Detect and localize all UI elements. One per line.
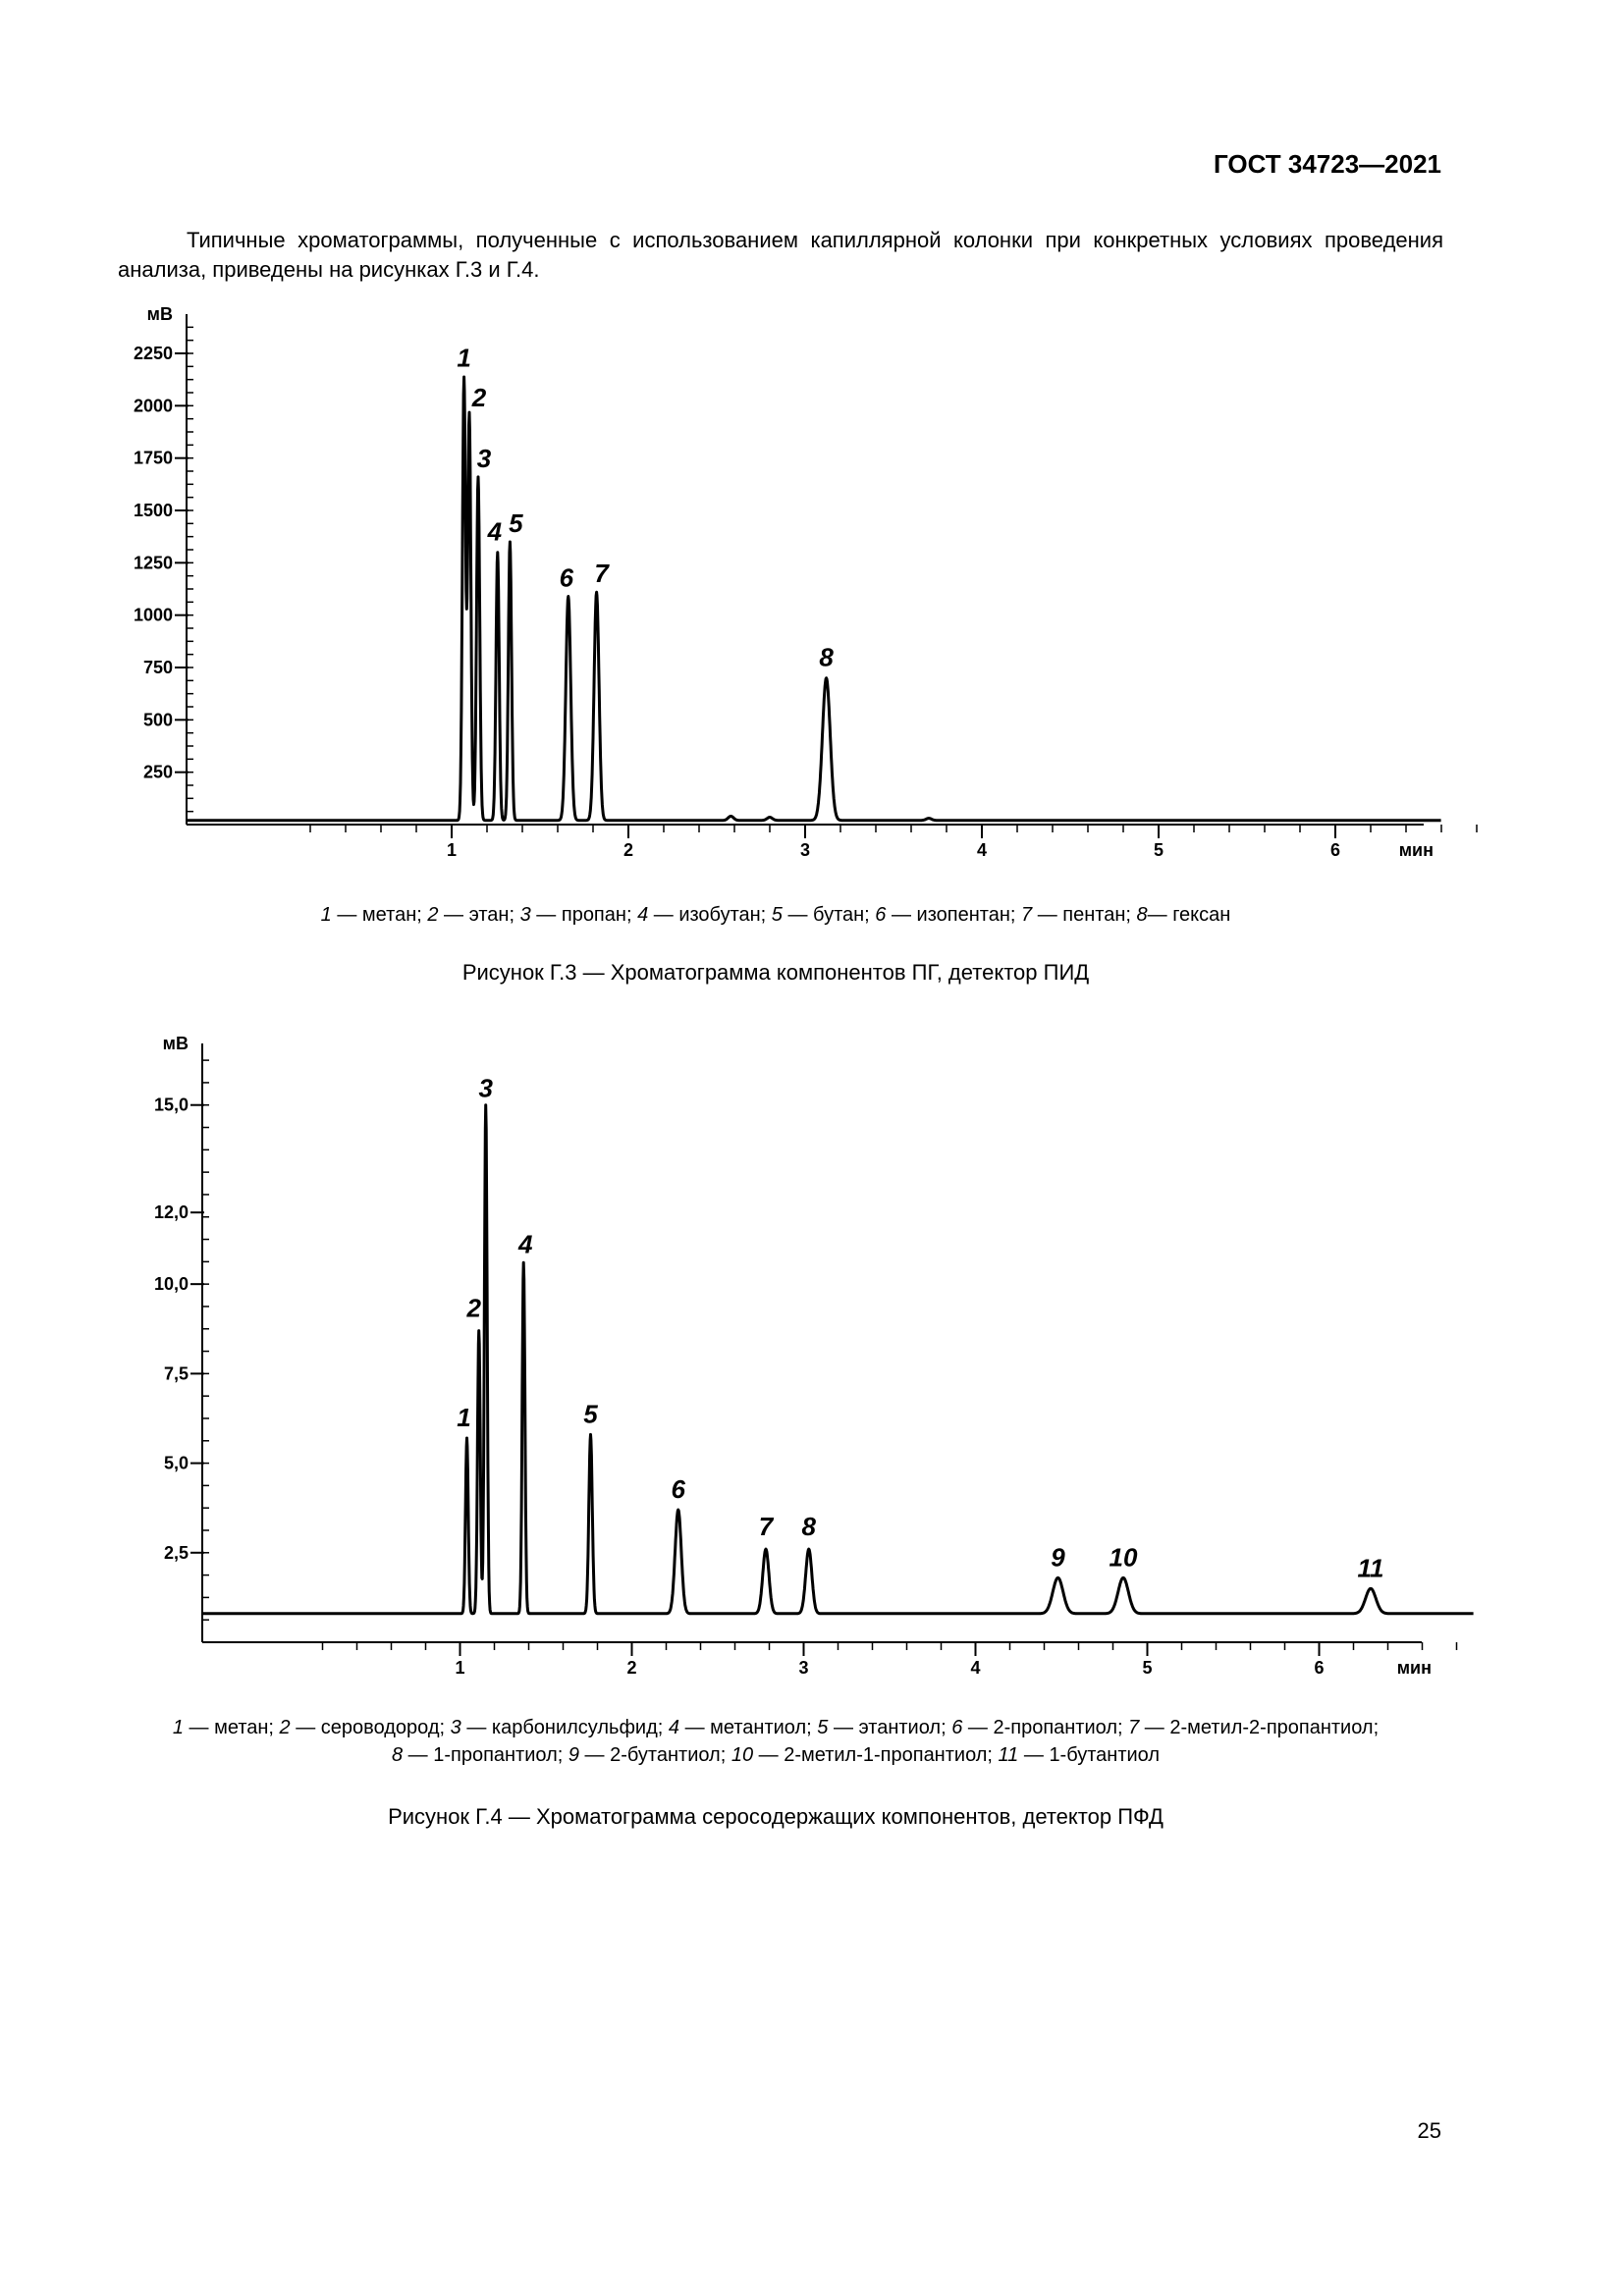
x-tick-label: 5 [1153, 840, 1164, 860]
legend-name: гексан [1172, 904, 1231, 926]
x-tick-label: 3 [799, 840, 811, 860]
peak-label: 5 [583, 1399, 598, 1429]
legend-name: бутан [813, 904, 865, 926]
peak-label: 4 [518, 1229, 533, 1259]
legend-number: 1 [172, 1717, 184, 1738]
legend-number: 2 [279, 1717, 291, 1738]
x-tick-label: 1 [455, 1658, 465, 1678]
legend-separator: — [1147, 904, 1173, 926]
chromatogram-trace [187, 377, 1441, 821]
legend-item [392, 1744, 558, 1766]
legend-item [520, 904, 626, 926]
legend-number: 2 [427, 904, 439, 926]
legend-item [637, 904, 761, 926]
peak-label: 8 [819, 642, 834, 672]
legend-separator: — [460, 1717, 492, 1738]
legend-name: сероводород [320, 1717, 440, 1738]
legend-item [427, 904, 509, 926]
peak-label: 1 [457, 1403, 471, 1433]
peak-label: 2 [471, 382, 487, 412]
peak-label: 9 [1051, 1542, 1065, 1573]
legend-separator: — [579, 1744, 611, 1766]
legend-name: этантиол [858, 1717, 942, 1738]
legend-separator: — [438, 904, 469, 926]
peak-label: 1 [457, 343, 471, 373]
chromatogram-trace [202, 1105, 1474, 1614]
legend-number: 3 [450, 1717, 461, 1738]
peak-label: 11 [1357, 1553, 1384, 1583]
y-tick-label: 5,0 [163, 1453, 189, 1473]
peak-label: 10 [1109, 1542, 1138, 1573]
peak-label: 8 [801, 1512, 816, 1542]
x-axis-label: мин [1396, 1658, 1432, 1678]
legend-name: карбонилсульфид [491, 1717, 658, 1738]
legend-name: пропан [561, 904, 626, 926]
legend-separator: — [648, 904, 679, 926]
peak-label: 7 [758, 1512, 774, 1542]
peak-label: 7 [594, 559, 609, 589]
legend-number: 1 [320, 904, 332, 926]
legend-item [280, 1717, 440, 1738]
x-tick-label: 1 [446, 840, 458, 860]
legend-separator: — [962, 1717, 994, 1738]
legend-number: 8 [391, 1744, 404, 1766]
legend-item [731, 1744, 988, 1766]
peak-label: 3 [476, 443, 492, 473]
legend-number: 6 [875, 904, 887, 926]
fig3-legend: 1 — метан; 2 — этан; 3 — пропан; 4 — изобутан; 5 — бутан; 6 — изопентан; 7 — пентан; 8— гексан [320, 904, 1231, 926]
legend-name: 2-метил-1-пропантиол [784, 1744, 988, 1766]
legend-number: 4 [637, 904, 649, 926]
legend-item [999, 1744, 1160, 1766]
legend-number: 10 [731, 1744, 754, 1766]
x-axis-label: мин [1398, 840, 1434, 860]
legend-item [875, 904, 1010, 926]
y-axis-label: мВ [146, 304, 173, 324]
legend-number: 8 [1136, 904, 1148, 926]
legend-item [951, 1717, 1117, 1738]
legend-number: 4 [668, 1717, 680, 1738]
y-tick-label: 750 [142, 658, 173, 677]
legend-separator: — [753, 1744, 785, 1766]
legend-name: метан [361, 904, 417, 926]
legend-separator: — [1139, 1717, 1170, 1738]
legend-item [451, 1717, 658, 1738]
peak-label: 6 [559, 562, 574, 593]
x-tick-label: 6 [1329, 840, 1341, 860]
legend-number: 6 [951, 1717, 963, 1738]
page-number: 25 [1417, 2118, 1441, 2143]
y-tick-label: 1500 [133, 501, 173, 520]
legend-name: этан [468, 904, 510, 926]
y-tick-label: 2,5 [163, 1542, 189, 1563]
y-tick-label: 250 [142, 762, 173, 782]
legend-name: 1-бутантиол [1049, 1744, 1161, 1766]
x-tick-label: 2 [626, 1658, 637, 1678]
y-tick-label: 10,0 [153, 1274, 189, 1295]
legend-separator: — [679, 1717, 711, 1738]
legend-name: метантиол [710, 1717, 807, 1738]
legend-item [772, 904, 864, 926]
legend-name: изопентан [916, 904, 1010, 926]
legend-item [1021, 904, 1125, 926]
legend-separator: — [1032, 904, 1063, 926]
y-tick-label: 1250 [133, 553, 173, 573]
legend-item [1137, 904, 1231, 926]
document-standard-number: ГОСТ 34723—2021 [1214, 149, 1441, 179]
legend-item [173, 1717, 269, 1738]
chromatogram-pfd-chart [0, 1021, 1624, 1708]
legend-separator: — [403, 1744, 434, 1766]
legend-separator: — [886, 904, 917, 926]
y-tick-label: 2000 [133, 396, 173, 416]
legend-number: 9 [568, 1744, 579, 1766]
legend-separator: — [183, 1717, 215, 1738]
x-tick-label: 4 [976, 840, 988, 860]
legend-number: 5 [817, 1717, 829, 1738]
y-axis-label: мВ [162, 1034, 189, 1053]
peak-label: 5 [509, 508, 523, 538]
legend-separator: — [1018, 1744, 1050, 1766]
y-tick-label: 15,0 [153, 1095, 189, 1115]
legend-item [817, 1717, 941, 1738]
fig3-caption: Рисунок Г.3 — Хроматограмма компонентов ПГ, детектор ПИД [461, 960, 1090, 985]
peak-label: 4 [487, 516, 503, 547]
legend-name: метан [214, 1717, 269, 1738]
y-tick-label: 7,5 [163, 1363, 189, 1384]
x-tick-label: 2 [623, 840, 634, 860]
legend-number: 7 [1128, 1717, 1140, 1738]
legend-name: 1-пропантиол [433, 1744, 558, 1766]
legend-item [669, 1717, 806, 1738]
fig4-caption: Рисунок Г.4 — Хроматограмма серосодержащих компонентов, детектор ПФД [388, 1804, 1164, 1829]
y-tick-label: 12,0 [153, 1202, 189, 1223]
intro-text: Типичные хроматограммы, полученные с использованием капиллярной колонки при конкретных условиях проведения анализа, приведены на рисунках Г.3 и Г.4. [118, 228, 1443, 282]
y-tick-label: 1750 [133, 448, 173, 468]
x-tick-label: 5 [1142, 1658, 1153, 1678]
legend-separator: — [530, 904, 562, 926]
legend-name: 2-пропантиол [993, 1717, 1117, 1738]
legend-number: 5 [771, 904, 783, 926]
legend-number: 3 [519, 904, 531, 926]
legend-name: пентан [1062, 904, 1126, 926]
x-tick-label: 3 [798, 1658, 809, 1678]
legend-number: 7 [1021, 904, 1033, 926]
fig4-legend: 1 — метан; 2 — сероводород; 3 — карбонилсульфид; 4 — метантиол; 5 — этантиол; 6 — 2-пропантиол; 7 — 2-метил-2-пропантиол; 8 — 1-пропантиол; 9 — 2-бутантиол; 10 — 2-метил-1-пропантиол; 11 — 1-бутантиол [172, 1717, 1380, 1766]
y-tick-label: 1000 [133, 605, 173, 625]
peak-label: 3 [478, 1073, 493, 1103]
legend-item [1128, 1717, 1373, 1738]
legend-separator: — [331, 904, 362, 926]
x-tick-label: 4 [970, 1658, 981, 1678]
legend-name: изобутан [678, 904, 761, 926]
legend-name: 2-метил-2-пропантиол [1169, 1717, 1374, 1738]
legend-item [568, 1744, 721, 1766]
legend-separator: — [828, 1717, 859, 1738]
intro-paragraph [118, 226, 1443, 285]
legend-number: 11 [998, 1744, 1019, 1766]
legend-name: 2-бутантиол [610, 1744, 721, 1766]
x-tick-label: 6 [1314, 1658, 1325, 1678]
chromatogram-pid-chart [0, 294, 1624, 913]
y-tick-label: 500 [142, 710, 173, 730]
legend-item [321, 904, 417, 926]
legend-separator: — [782, 904, 814, 926]
peak-label: 6 [671, 1474, 685, 1505]
peak-label: 2 [466, 1293, 481, 1323]
y-tick-label: 2250 [133, 344, 173, 363]
legend-separator: — [290, 1717, 321, 1738]
